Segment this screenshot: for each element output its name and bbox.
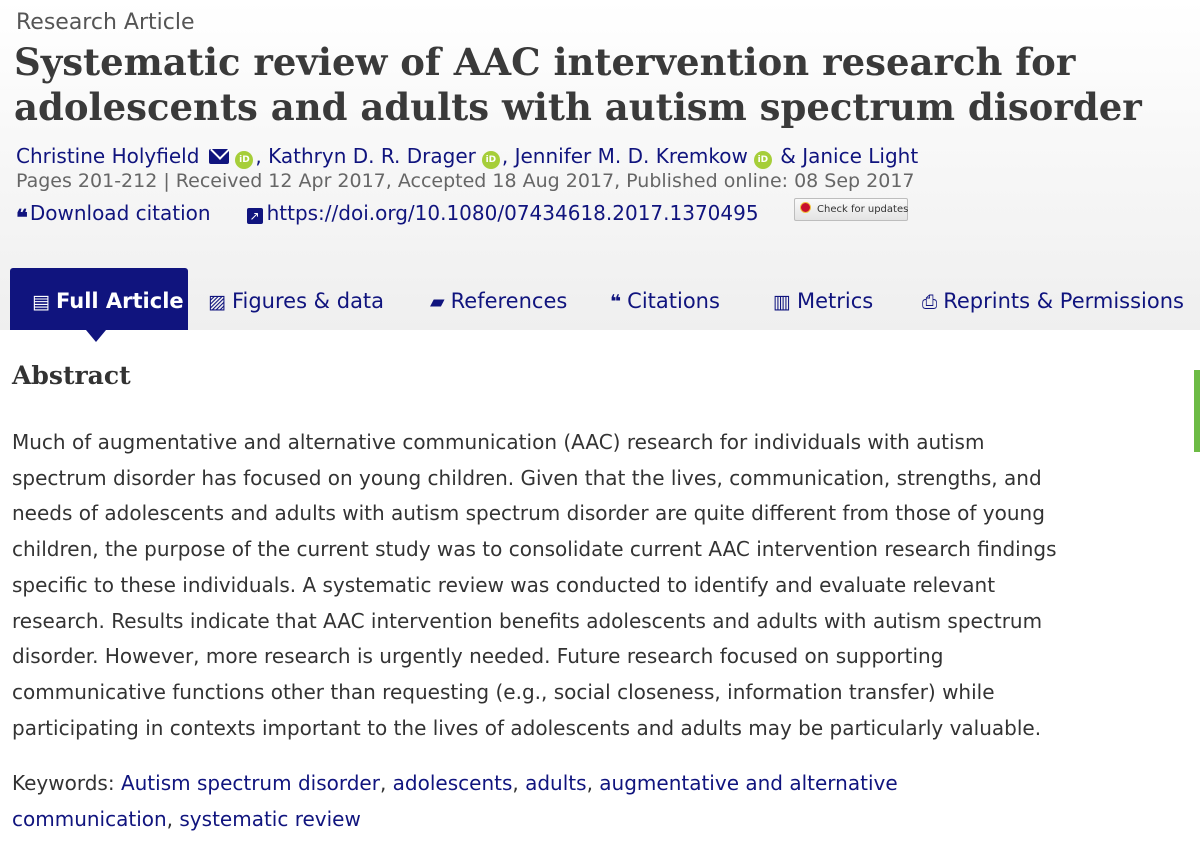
- article-type: Research Article: [16, 10, 195, 35]
- author-link[interactable]: Christine Holyfield: [16, 144, 200, 168]
- image-icon: ▨: [208, 291, 226, 313]
- tab-references[interactable]: [430, 268, 567, 330]
- citation-bar: [16, 201, 759, 231]
- bar-chart-icon: ▥: [773, 291, 791, 313]
- tab-reprints-permissions[interactable]: [922, 268, 1184, 330]
- tab-full-article[interactable]: [10, 268, 188, 330]
- abstract-text: Much of augmentative and alternative communication (AAC) research for individuals with autism spectrum disorder has focused on young children. Given that the lives, communication, strengths, and needs of adolescents and adults with autism spectrum disorder are quite different from those of young children, the purpose of the current study was to consolidate current AAC intervention research findings specific to these individuals. A systematic review was conducted to identify and evaluate relevant research. Results indicate that AAC intervention benefits adolescents and adults with autism spectrum disorder. However, more research is urgently needed. Future research focused on supporting communicative functions other than requesting (e.g., social closeness, information transfer) while participating in contexts important to the lives of adolescents and adults may be particularly valuable.: [12, 430, 1057, 740]
- check-updates-label: Check for updates: [817, 204, 909, 215]
- document-icon: ▤: [32, 291, 50, 313]
- orcid-icon[interactable]: iD: [754, 151, 772, 169]
- external-link-icon: ↗: [247, 208, 263, 224]
- quote-icon: ❝: [16, 205, 26, 231]
- tab-label: Full Article: [55, 289, 184, 313]
- tab-metrics[interactable]: [773, 268, 873, 330]
- keyword-link[interactable]: systematic review: [179, 806, 361, 831]
- author-link[interactable]: Jennifer M. D. Kremkow: [514, 144, 748, 168]
- article-title: Systematic review of AAC intervention research for adolescents and adults with autism spectrum disorder: [14, 40, 1142, 129]
- author-separator: &: [780, 144, 796, 168]
- doi-link[interactable]: https://doi.org/10.1080/07434618.2017.1370495: [266, 201, 759, 225]
- scroll-position-marker: [1194, 370, 1200, 452]
- check-updates-button[interactable]: [794, 198, 908, 221]
- author-list: Christine Holyfield iD , Kathryn D. R. Drager iD , Jennifer M. D. Kremkow iD & Janice Light: [16, 144, 919, 168]
- keyword-link[interactable]: augmentative and alternative communication: [12, 771, 898, 831]
- publication-info: Pages 201-212 | Received 12 Apr 2017, Accepted 18 Aug 2017, Published online: 08 Sep 2017: [16, 170, 915, 192]
- orcid-icon[interactable]: iD: [482, 151, 500, 169]
- tab-citations[interactable]: [610, 268, 720, 330]
- keyword-link[interactable]: adults: [525, 771, 587, 795]
- print-icon: ⎙: [922, 291, 938, 313]
- tab-label: Citations: [627, 289, 720, 313]
- quote-icon: ❝: [610, 291, 622, 313]
- tab-label: Metrics: [796, 289, 874, 313]
- article-tabs: [0, 268, 1200, 330]
- tab-label: Reprints & Permissions: [943, 289, 1184, 313]
- keyword-link[interactable]: adolescents: [392, 771, 513, 795]
- orcid-icon[interactable]: iD: [235, 151, 253, 169]
- keywords-label: Keywords:: [12, 771, 115, 795]
- keywords: Keywords: Autism spectrum disorder, adolescents, adults, augmentative and alternative communication, systematic review: [12, 771, 898, 831]
- abstract-heading: Abstract: [12, 361, 131, 390]
- book-icon: ▰: [430, 291, 445, 313]
- tab-label: References: [450, 289, 568, 313]
- keyword-link[interactable]: Autism spectrum disorder: [120, 771, 380, 795]
- tab-label: Figures & data: [231, 289, 385, 313]
- download-citation-link[interactable]: Download citation: [29, 201, 211, 225]
- author-link[interactable]: Kathryn D. R. Drager: [268, 144, 476, 168]
- crossmark-icon: [800, 202, 811, 213]
- author-link[interactable]: Janice Light: [802, 144, 919, 168]
- article-header: [0, 0, 1200, 330]
- tab-figures-data[interactable]: [208, 268, 384, 330]
- email-icon[interactable]: [209, 149, 229, 164]
